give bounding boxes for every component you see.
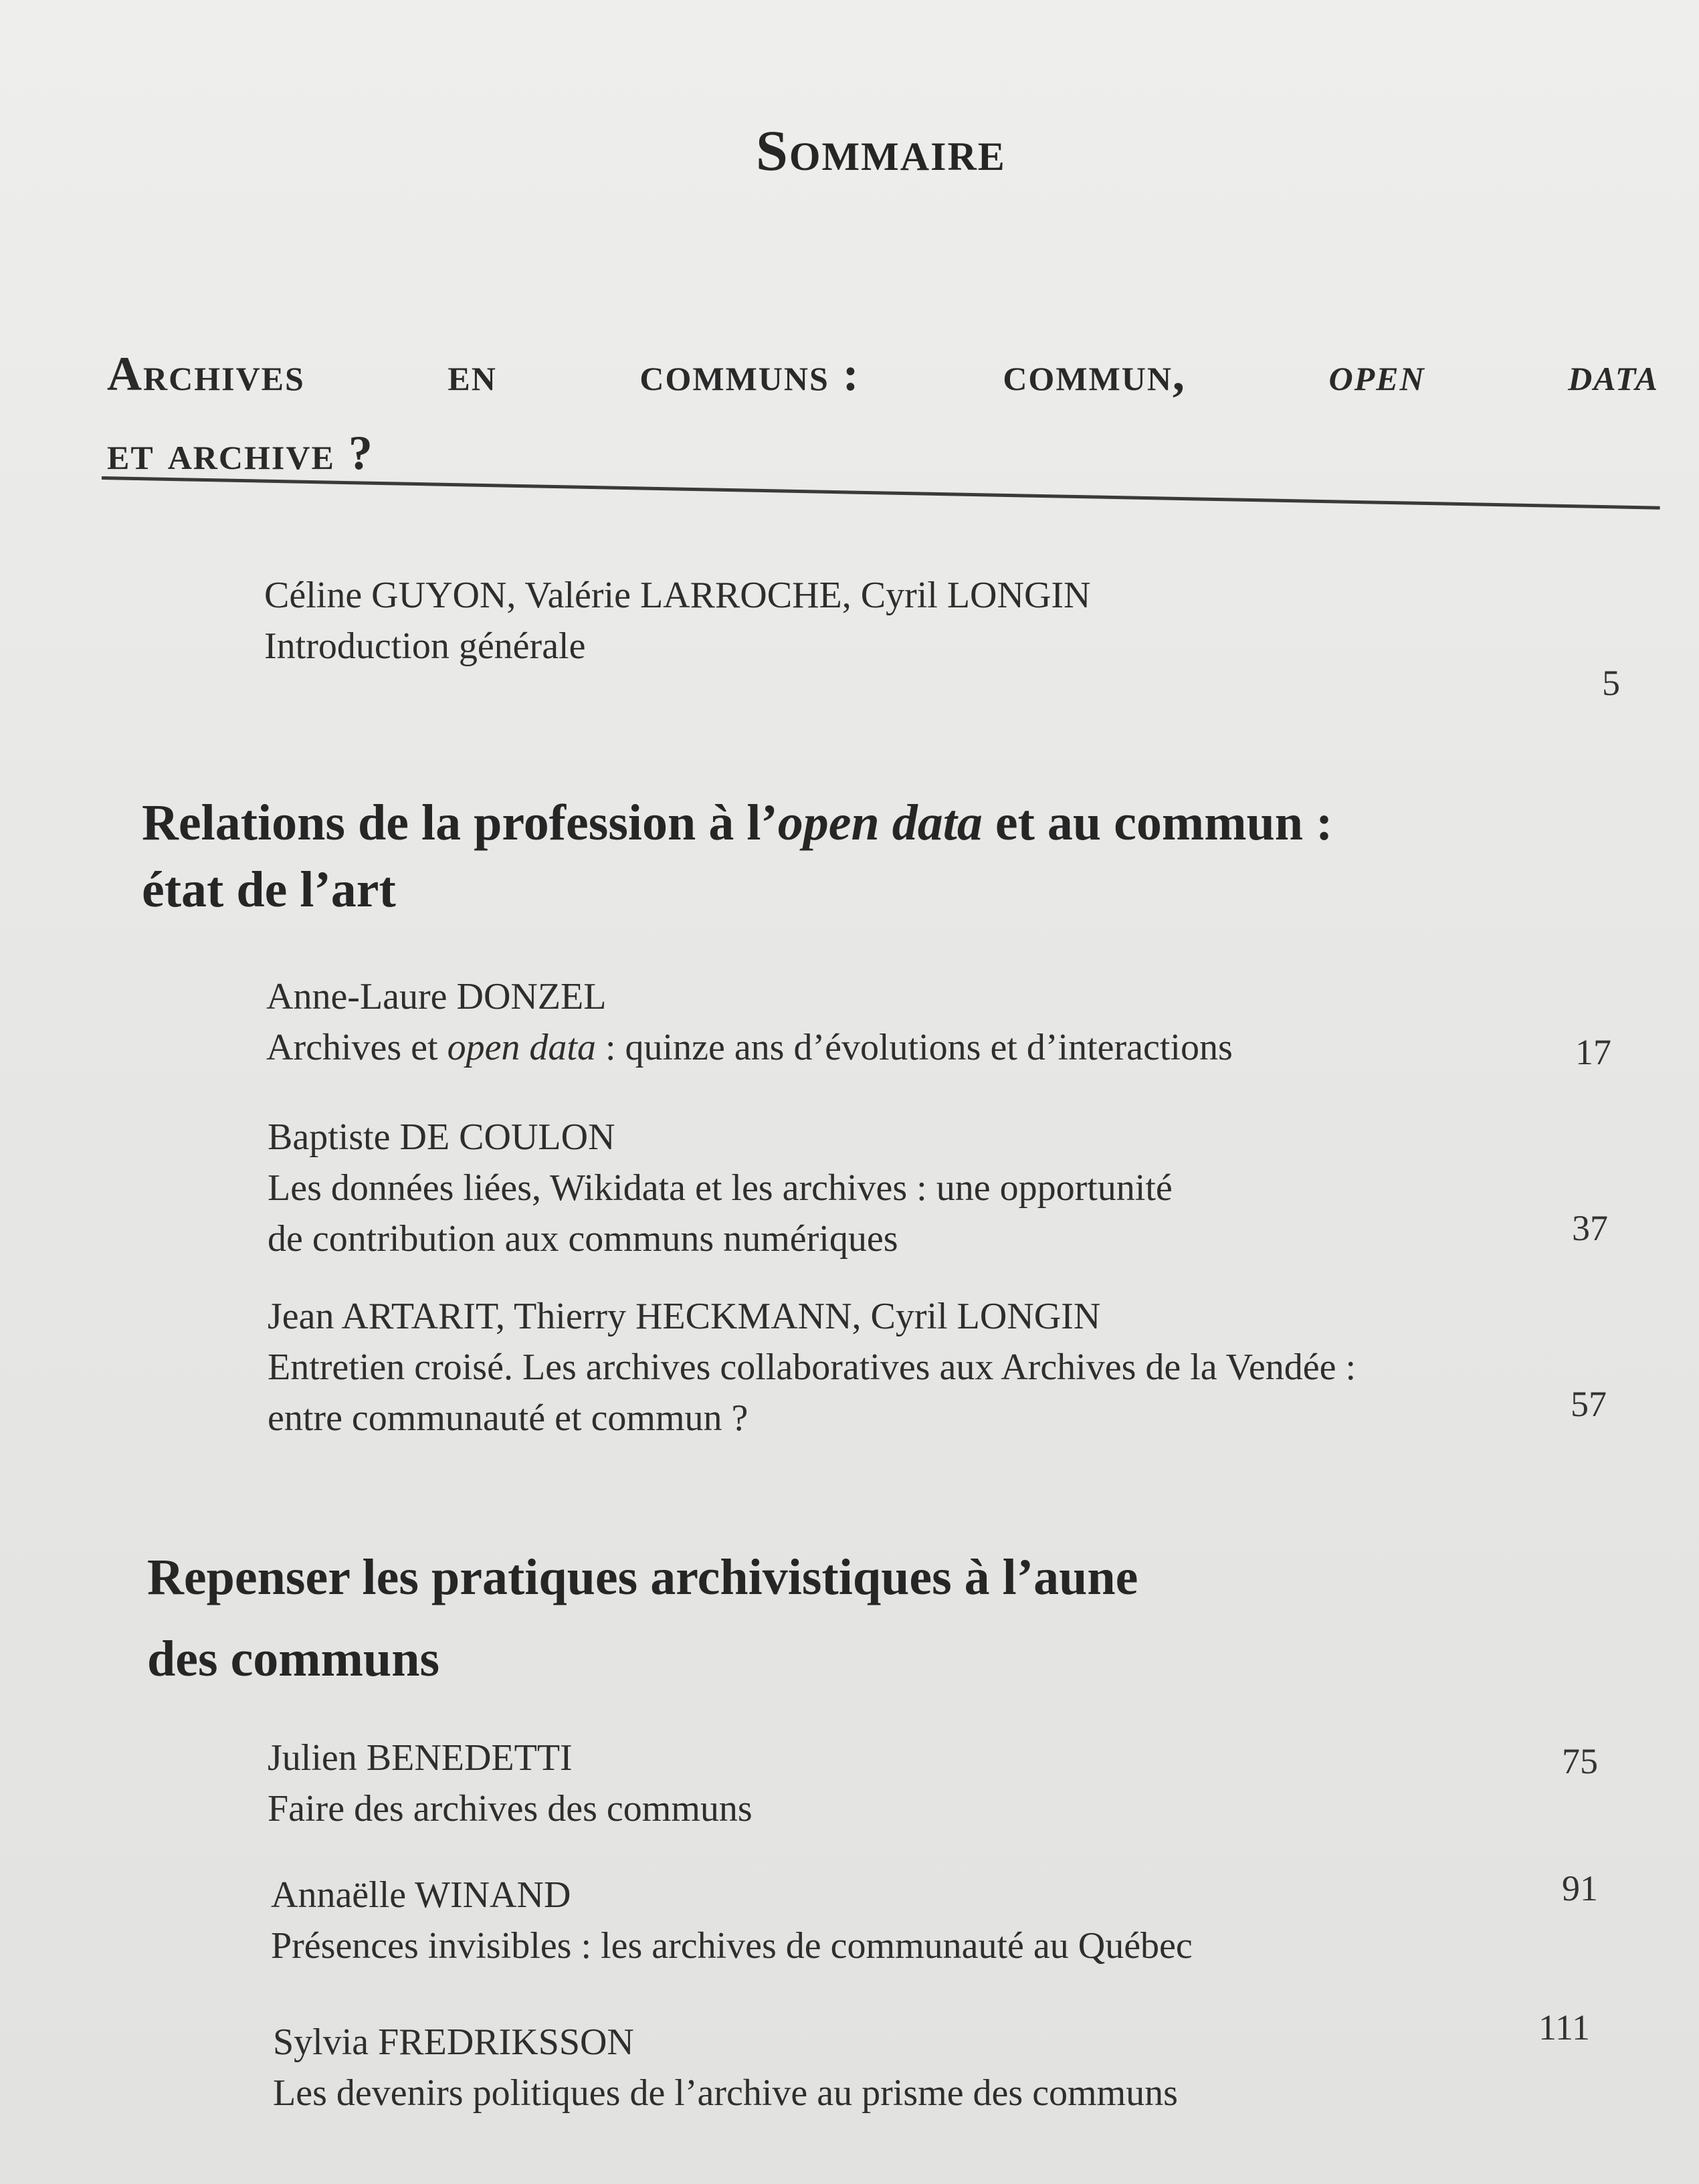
page-title: Sommaire (756, 118, 1006, 183)
entry-authors: Jean ARTARIT, Thierry HECKMANN, Cyril LONGIN (268, 1296, 1101, 1337)
toc-entry (266, 971, 1233, 1073)
entry-title-line-2: de contribution aux communs numériques (268, 1218, 898, 1260)
entry-title: Archives et open data : quinze ans d’évolutions et d’interactions (266, 1027, 1233, 1068)
section-title-relations (142, 789, 1332, 923)
entry-authors: Anne-Laure DONZEL (266, 976, 607, 1017)
entry-authors: Céline GUYON, Valérie LARROCHE, Cyril LONGIN (264, 575, 1091, 616)
entry-authors: Julien BENEDETTI (268, 1737, 573, 1779)
entry-title-line-1: Les données liées, Wikidata et les archives : une opportunité (268, 1167, 1173, 1209)
entry-authors: Baptiste DE COULON (268, 1116, 615, 1158)
part-title-word: open (1328, 347, 1425, 401)
entry-title: Les devenirs politiques de l’archive au prisme des communs (273, 2072, 1178, 2114)
section-title-line-1: Relations de la profession à l’open data et au commun : (142, 795, 1333, 851)
page-number: 17 (1575, 1032, 1611, 1072)
toc-entry (271, 1870, 1193, 1971)
entry-title-line-2: entre communauté et commun ? (268, 1397, 748, 1439)
page-number: 5 (1602, 663, 1620, 703)
part-title-word: communs : (639, 347, 860, 401)
entry-authors: Sylvia FREDRIKSSON (273, 2021, 634, 2063)
page-number: 75 (1562, 1741, 1598, 1781)
part-title-word: Archives (107, 347, 305, 401)
section-title-repenser (147, 1544, 1138, 1692)
section-title-line-2: état de l’art (142, 862, 396, 918)
page-number: 37 (1572, 1208, 1608, 1248)
section-title-line-2: des communs (147, 1631, 440, 1687)
entry-title: Faire des archives des communs (268, 1788, 753, 1829)
part-title-word: data (1568, 347, 1659, 401)
show-through-texture (308, 134, 321, 195)
toc-entry (273, 2017, 1178, 2118)
entry-title-line-1: Entretien croisé. Les archives collaboratives aux Archives de la Vendée : (268, 1347, 1357, 1388)
toc-entry (268, 1291, 1356, 1444)
entry-authors: Annaëlle WINAND (271, 1874, 571, 1916)
toc-entry-introduction (264, 570, 1090, 672)
entry-title: Introduction générale (264, 625, 586, 667)
entry-title: Présences invisibles : les archives de communauté au Québec (271, 1925, 1193, 1967)
part-title-word: en (447, 347, 497, 401)
part-title-word: commun, (1003, 347, 1186, 401)
page-number: 57 (1571, 1384, 1607, 1424)
toc-entry (268, 1112, 1173, 1264)
page-number: 91 (1562, 1868, 1598, 1908)
section-title-line-1: Repenser les pratiques archivistiques à l’aune (147, 1549, 1138, 1605)
part-title (107, 334, 1659, 492)
page-number: 111 (1538, 2007, 1590, 2048)
part-title-line-1 (107, 334, 1659, 413)
toc-entry (268, 1732, 753, 1834)
part-title-line-2: et archive ? (107, 426, 374, 480)
